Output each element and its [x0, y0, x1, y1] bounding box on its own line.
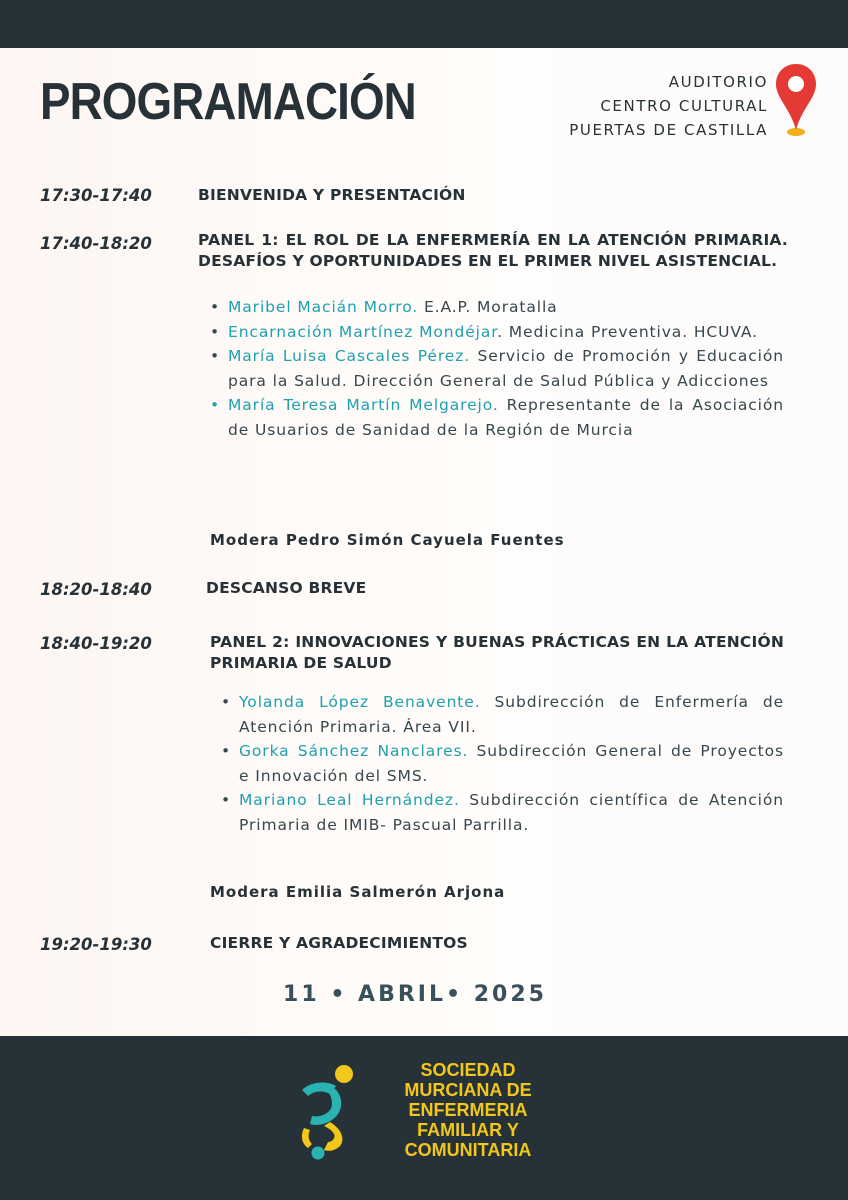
speaker-list — [208, 295, 784, 442]
event-date: 11 • ABRIL• 2025 — [283, 982, 547, 1007]
venue-line-3: PUERTAS DE CASTILLA — [569, 121, 768, 139]
speaker-affiliation: . Medicina Preventiva. HCUVA. — [497, 322, 758, 341]
session-title: CIERRE Y AGRADECIMIENTOS — [210, 934, 468, 952]
page-title: PROGRAMACIÓN — [40, 73, 416, 131]
session-time: 18:40-19:20 — [40, 634, 152, 653]
moderator: Modera Pedro Simón Cayuela Fuentes — [210, 531, 565, 549]
org-line: SOCIEDAD — [420, 1060, 516, 1080]
session-time: 18:20-18:40 — [40, 580, 152, 599]
list-item — [219, 739, 784, 788]
session-time: 17:30-17:40 — [40, 186, 152, 205]
list-item — [219, 690, 784, 739]
venue-line-1: AUDITORIO — [668, 73, 768, 91]
organization-logo — [296, 1064, 366, 1160]
speaker-name: Encarnación Martínez Mondéjar — [228, 322, 498, 341]
list-item — [208, 344, 784, 393]
panel-title: PANEL 2: INNOVACIONES Y BUENAS PRÁCTICAS EN LA ATENCIÓN PRIMARIA DE SALUD — [210, 633, 784, 672]
list-item — [208, 320, 784, 345]
speaker-list — [219, 690, 784, 837]
session-time: 19:20-19:30 — [40, 935, 152, 954]
org-line: FAMILIAR Y — [417, 1120, 519, 1140]
speaker-name: María Luisa Cascales Pérez. — [228, 347, 471, 365]
session-time: 17:40-18:20 — [40, 234, 152, 253]
speaker-name: Yolanda López Benavente. — [239, 693, 481, 711]
speaker-name: Maribel Macián Morro. — [228, 298, 419, 316]
list-item — [219, 788, 784, 837]
top-bar — [0, 0, 848, 48]
speaker-name: María Teresa Martín Melgarejo. — [228, 396, 499, 414]
speaker-affiliation: E.A.P. Moratalla — [418, 298, 558, 316]
speaker-name: Gorka Sánchez Nanclares. — [239, 742, 469, 760]
session-title: BIENVENIDA Y PRESENTACIÓN — [198, 186, 466, 204]
speaker-affiliation: Representante de la Asociación de Usuarios de Sanidad de la Región de Murcia — [228, 396, 784, 439]
venue-line-2: CENTRO CULTURAL — [600, 97, 768, 115]
organization-name — [378, 1060, 558, 1160]
moderator: Modera Emilia Salmerón Arjona — [210, 883, 506, 901]
list-item — [208, 295, 784, 320]
list-item — [208, 393, 784, 442]
speaker-affiliation: Subdirección General de Proyectos e Innovación del SMS. — [239, 742, 784, 785]
speaker-affiliation: Subdirección científica de Atención Primaria de IMIB- Pascual Parrilla. — [239, 791, 784, 834]
panel-title: PANEL 1: EL ROL DE LA ENFERMERÍA EN LA ATENCIÓN PRIMARIA. DESAFÍOS Y OPORTUNIDADES EN EL PRIMER NIVEL ASISTENCIAL. — [198, 231, 788, 270]
org-line: MURCIANA DE — [404, 1080, 532, 1100]
session-title: DESCANSO BREVE — [206, 579, 367, 597]
venue-info — [569, 70, 768, 142]
speaker-name: Mariano Leal Hernández. — [239, 791, 460, 809]
org-line: COMUNITARIA — [404, 1140, 532, 1160]
speaker-affiliation: Subdirección de Enfermería de Atención Primaria. Área VII. — [239, 693, 785, 736]
org-line: ENFERMERIA — [408, 1100, 528, 1120]
map-pin-icon — [774, 62, 818, 138]
speaker-affiliation: Servicio de Promoción y Educación para la Salud. Dirección General de Salud Pública y Adicciones — [228, 347, 784, 390]
